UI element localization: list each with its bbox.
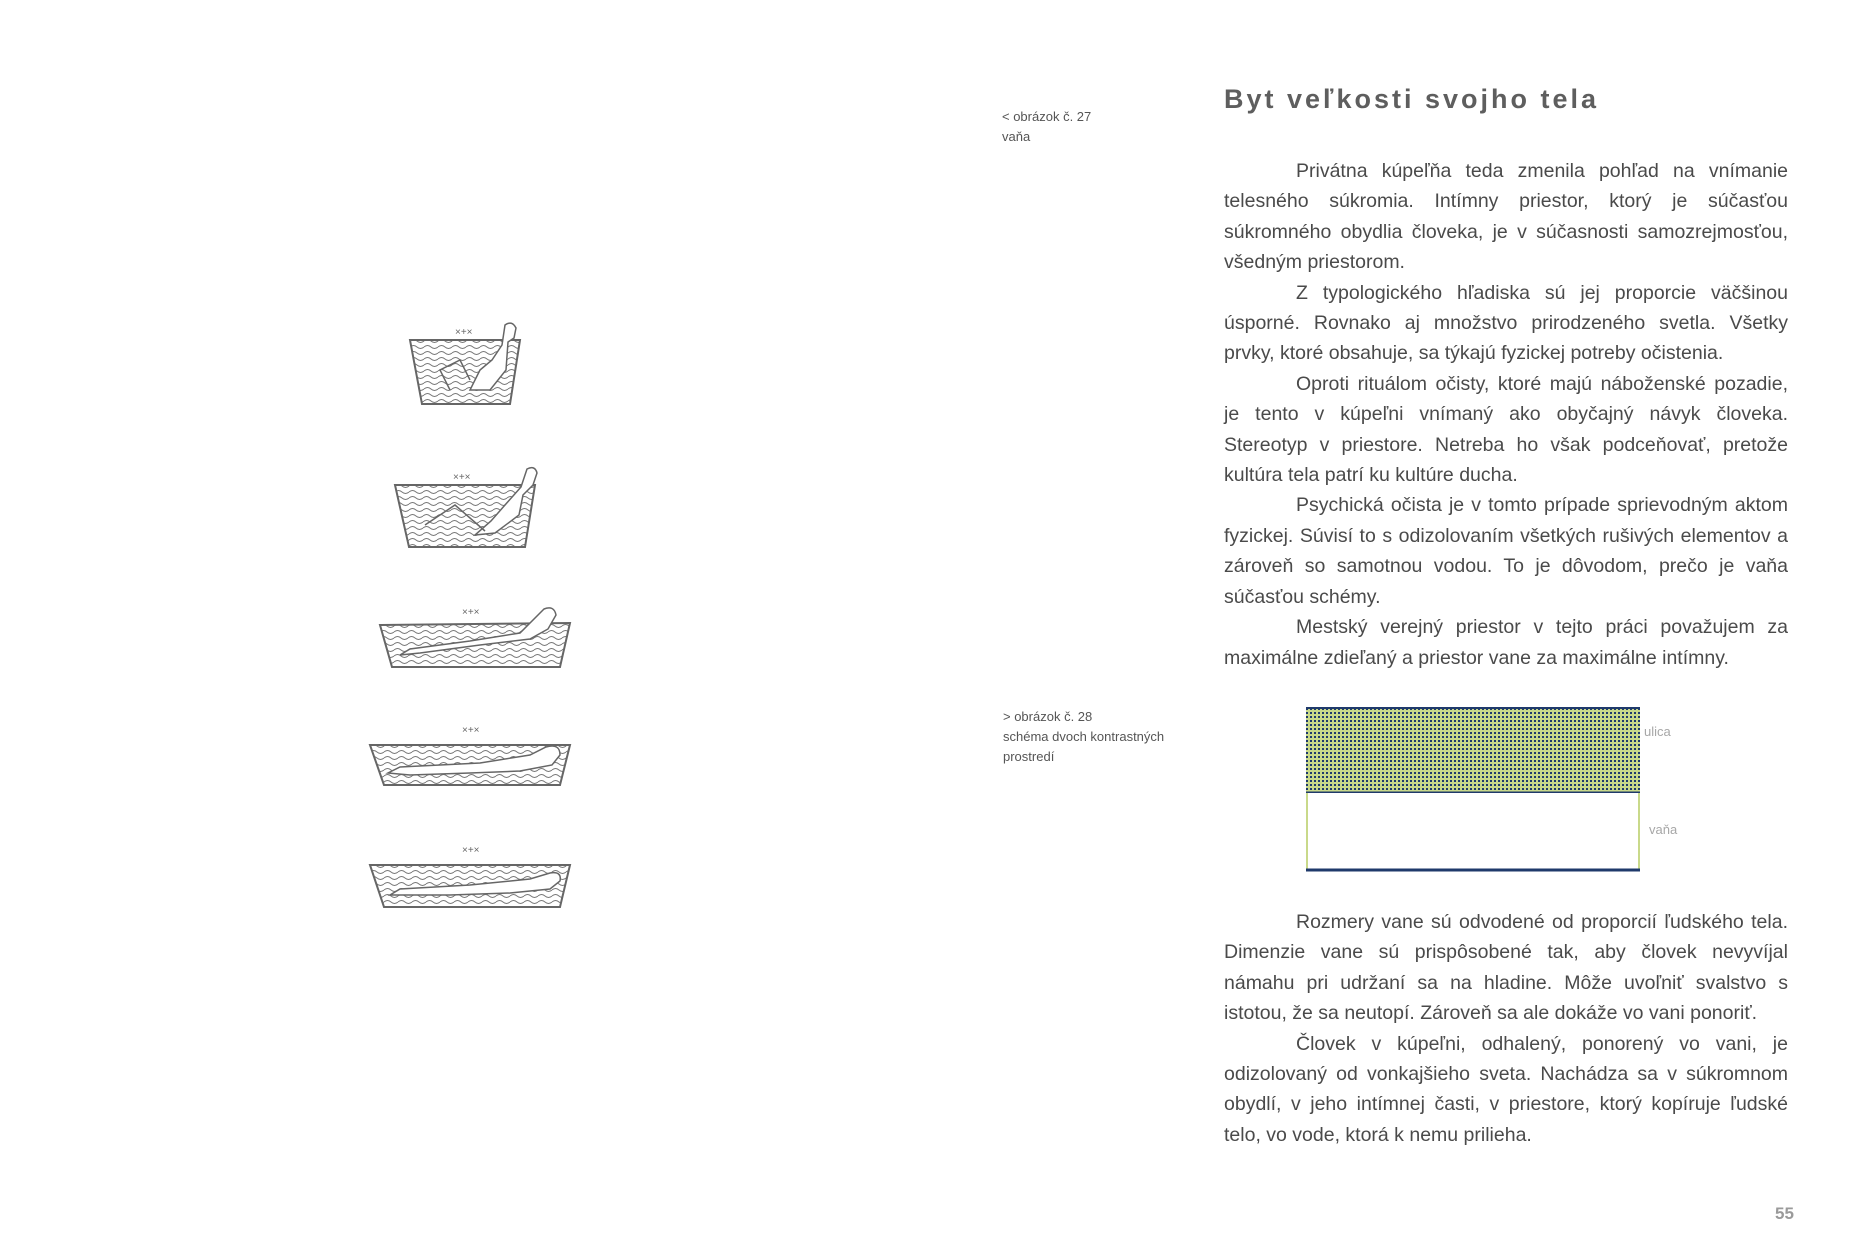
paragraph: Psychická očista je v tomto prípade sprievodným aktom fyzickej. Súvisí to s odizolovaním všetkých rušivých elementov a zároveň so samotnou vodou. To je dôvodom, prečo je vaňa súčasťou schémy. [1224, 494, 1788, 608]
tub-figure-1 [410, 323, 520, 404]
figure-27-number: < obrázok č. 27 [1002, 109, 1092, 124]
svg-text:×+×: ×+× [462, 607, 480, 618]
street-zone [1306, 708, 1640, 793]
bathtub-zone [1306, 793, 1640, 870]
tub-figure-3 [380, 607, 570, 667]
svg-text:×+×: ×+× [453, 472, 471, 483]
figure-28-title-line2: prostredí [1003, 749, 1055, 764]
figure-27-caption [1002, 107, 1091, 147]
paragraph: Mestský verejný priestor v tejto práci považujem za maximálne zdieľaný a priestor vane za maximálne intímny. [1224, 616, 1788, 669]
svg-text:×+×: ×+× [462, 725, 480, 736]
body-text-top [1224, 156, 1788, 673]
figure-28-number: > obrázok č. 28 [1003, 709, 1093, 724]
paragraph: Človek v kúpeľni, odhalený, ponorený vo vani, je odizolovaný od vonkajšieho sveta. Nachádza sa v súkromnom obydlí, v jeho intímnej časti, v priestore, ktorý kopíruje ľudské telo, vo vode, ktorá k nemu prilieha. [1224, 1032, 1788, 1146]
paragraph: Z typologického hľadiska sú jej proporcie väčšinou úsporné. Rovnako aj množstvo prirodzeného svetla. Všetky prvky, ktoré obsahuje, sa týkajú fyzickej potreby očistenia. [1224, 281, 1788, 365]
figure-28-title-line1: schéma dvoch kontrastných [1003, 729, 1165, 744]
bathtub-label: vaňa [1649, 822, 1678, 837]
section-title: Byt veľkosti svojho tela [1224, 84, 1599, 114]
svg-text:×+×: ×+× [462, 845, 480, 856]
contrast-schema-diagram [1290, 700, 1690, 880]
page-number: 55 [1775, 1204, 1794, 1223]
paragraph: Privátna kúpeľňa teda zmenila pohľad na vnímanie telesného súkromia. Intímny priestor, ktorý je súčasťou súkromného obydlia človeka, je v súčasnosti samozrejmosťou, všedným priestorom. [1224, 160, 1788, 274]
paragraph: Rozmery vane sú odvodené od proporcií ľudského tela. Dimenzie vane sú prispôsobené tak, aby človek nevyvíjal námahu pri udržaní sa na hladine. Môže uvoľniť svalstvo s istotou, že sa neutopí. Zároveň sa ale dokáže vo vani ponoriť. [1224, 911, 1788, 1025]
figure-27-title: vaňa [1002, 129, 1031, 144]
bathtub-illustrations [360, 300, 610, 940]
paragraph: Oproti rituálom očisty, ktoré majú náboženské pozadie, je tento v kúpeľni vnímaný ako obyčajný návyk človeka. Stereotyp v priestore. Netreba ho však podceňovať, pretože kultúra tela patrí ku kultúre ducha. [1224, 372, 1788, 487]
body-text-bottom [1224, 907, 1788, 1150]
street-label: ulica [1644, 724, 1671, 739]
tub-figure-4 [370, 725, 570, 785]
figure-28-caption [1003, 707, 1164, 767]
svg-text:×+×: ×+× [455, 327, 473, 338]
tub-figure-2 [395, 468, 537, 547]
tub-figure-5 [370, 845, 570, 907]
